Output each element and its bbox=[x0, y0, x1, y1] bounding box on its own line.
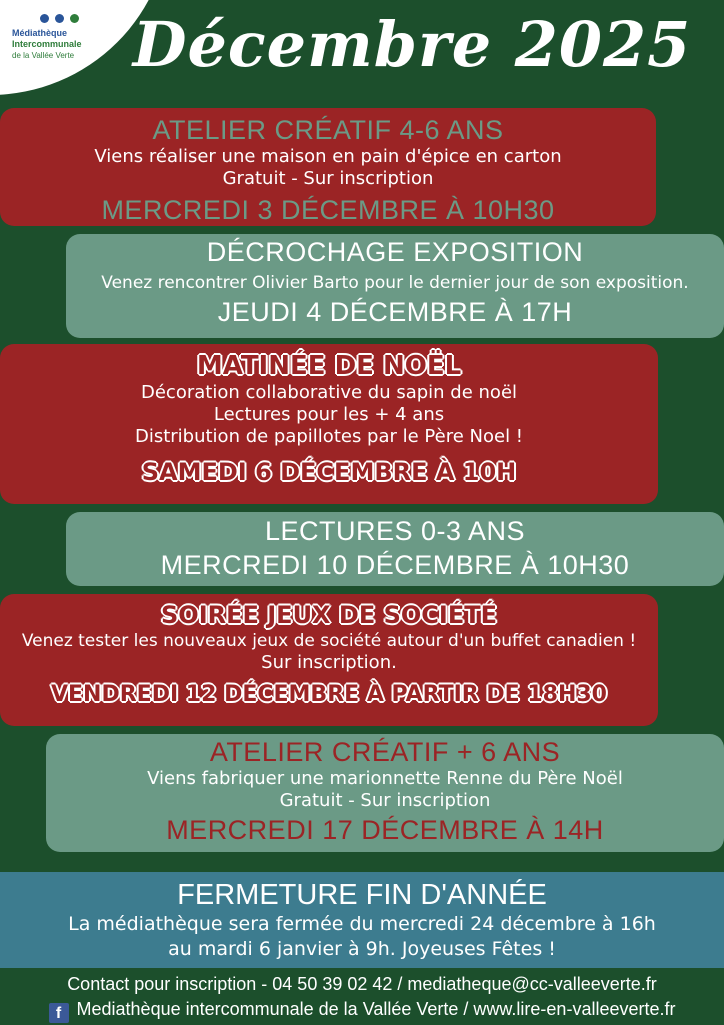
closure-notice bbox=[0, 872, 724, 968]
contact-line-2-wrapper bbox=[0, 999, 724, 1023]
contact-line-1: Contact pour inscription - 04 50 39 02 42 / mediatheque@cc-valleeverte.fr bbox=[67, 974, 657, 994]
event-title: MATINÉE DE NOËL bbox=[196, 351, 462, 381]
event-date: MERCREDI 10 DÉCEMBRE À 10H30 bbox=[160, 550, 630, 580]
event-card-6 bbox=[46, 734, 724, 852]
logo-line-3: de la Vallée Verte bbox=[12, 51, 75, 60]
event-text: Distribution de papillotes par le Père Noel ! bbox=[134, 426, 524, 447]
event-card-3 bbox=[0, 344, 658, 504]
event-title: ATELIER CRÉATIF + 6 ANS bbox=[209, 737, 561, 767]
event-card-4 bbox=[66, 512, 724, 586]
logo-line-1: Médiathèque bbox=[12, 28, 68, 38]
event-date: MERCREDI 3 DÉCEMBRE À 10H30 bbox=[101, 195, 555, 225]
event-date: SAMEDI 6 DÉCEMBRE À 10H bbox=[141, 458, 517, 486]
event-date: MERCREDI 17 DÉCEMBRE À 14H bbox=[166, 815, 604, 845]
event-title: LECTURES 0-3 ANS bbox=[264, 516, 526, 546]
event-title: SOIRÉE JEUX DE SOCIÉTÉ bbox=[161, 601, 497, 629]
event-text: Viens fabriquer une marionnette Renne du Père Noël bbox=[147, 768, 623, 789]
event-card-1 bbox=[0, 108, 656, 226]
event-title: ATELIER CRÉATIF 4-6 ANS bbox=[152, 115, 504, 145]
logo-line-2: Intercommunale bbox=[12, 39, 82, 49]
closure-text-1: La médiathèque sera fermée du mercredi 24 décembre à 16h bbox=[68, 913, 656, 935]
closure-text-2: au mardi 6 janvier à 9h. Joyeuses Fêtes ! bbox=[168, 938, 556, 960]
event-text: Sur inscription. bbox=[261, 652, 397, 673]
event-text: Viens réaliser une maison en pain d'épice en carton bbox=[94, 146, 562, 167]
event-date: JEUDI 4 DÉCEMBRE À 17H bbox=[217, 297, 573, 327]
closure-title: FERMETURE FIN D'ANNÉE bbox=[177, 879, 547, 911]
event-text: Venez rencontrer Olivier Barto pour le dernier jour de son exposition. bbox=[101, 273, 689, 293]
event-text: Décoration collaborative du sapin de noël bbox=[140, 382, 518, 403]
contact-line-2: Mediathèque intercommunale de la Vallée Verte / www.lire-en-valleeverte.fr bbox=[76, 999, 676, 1019]
event-text: Lectures pour les + 4 ans bbox=[213, 404, 445, 425]
event-card-5 bbox=[0, 594, 658, 726]
event-title: DÉCROCHAGE EXPOSITION bbox=[206, 237, 584, 267]
event-date: VENDREDI 12 DÉCEMBRE À PARTIR DE 18H30 bbox=[51, 682, 607, 707]
facebook-icon[interactable]: f bbox=[49, 1003, 69, 1023]
event-text: Gratuit - Sur inscription bbox=[279, 790, 491, 811]
event-card-2 bbox=[66, 234, 724, 338]
event-text: Venez tester les nouveaux jeux de société autour d'un buffet canadien ! bbox=[21, 631, 637, 651]
page-title: Décembre 2025 bbox=[132, 8, 692, 81]
event-text: Gratuit - Sur inscription bbox=[222, 168, 434, 189]
